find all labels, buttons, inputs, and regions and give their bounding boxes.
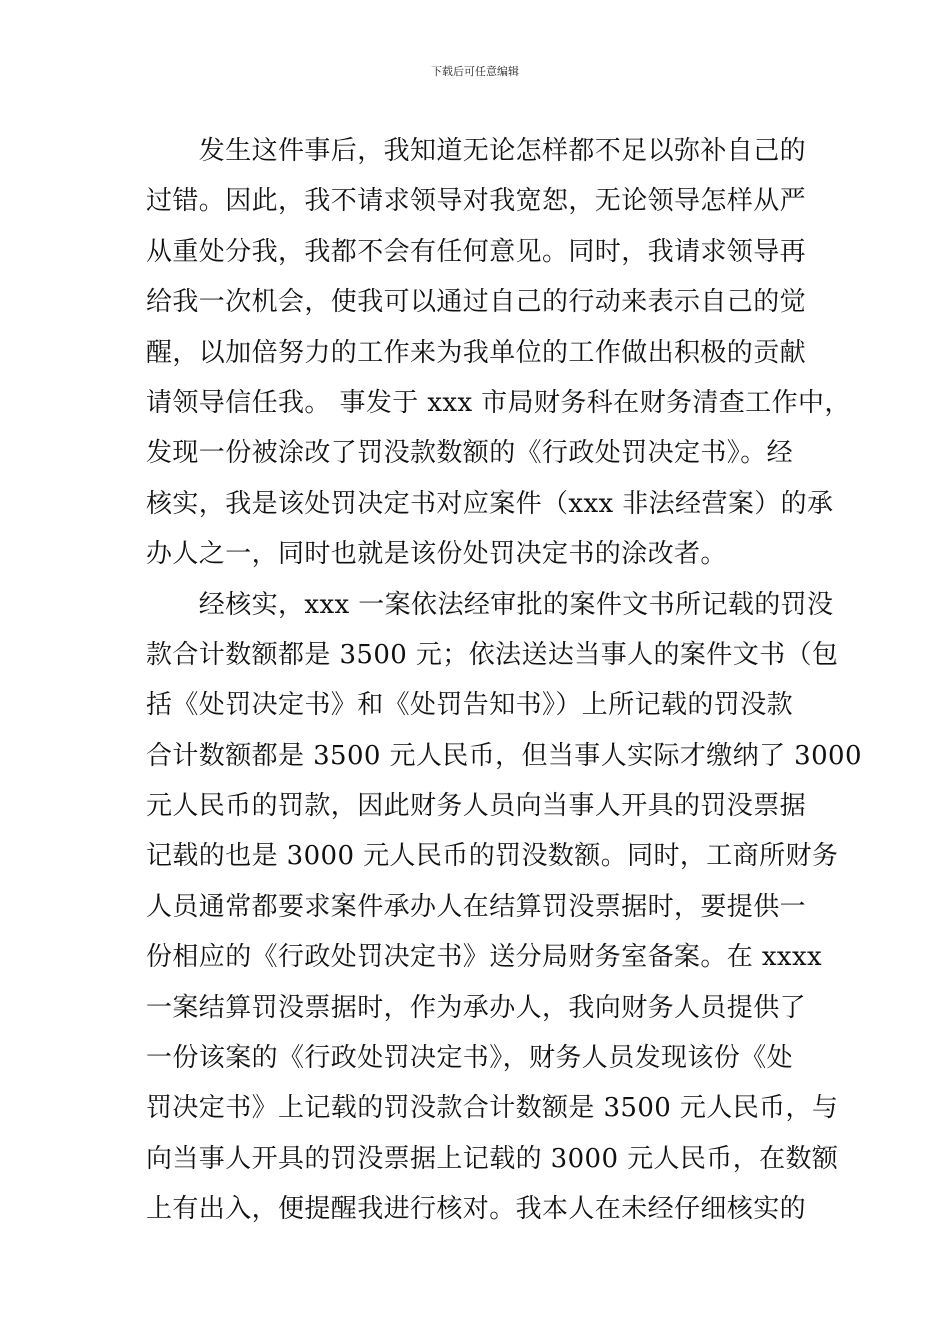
text-line: 醒，以加倍努力的工作来为我单位的工作做出积极的贡献 bbox=[146, 337, 807, 368]
text-line: 一份该案的《行政处罚决定书》，财务人员发现该份《处 bbox=[146, 1043, 794, 1074]
text-line: 上有出入，便提醒我进行核对。我本人在未经仔细核实的 bbox=[146, 1194, 807, 1225]
text-line: 发生这件事后，我知道无论怎样都不足以弥补自己的 bbox=[146, 136, 807, 166]
text-line: 记载的也是 3000 元人民币的罚没数额。同时，工商所财务 bbox=[146, 841, 839, 872]
text-line: 请领导信任我。 事发于 xxx 市局财务科在财务清查工作中， bbox=[146, 387, 851, 418]
text-line: 一案结算罚没票据时，作为承办人，我向财务人员提供了 bbox=[146, 992, 807, 1023]
text-line: 核实，我是该处罚决定书对应案件（xxx 非法经营案）的承 bbox=[146, 488, 834, 519]
text-line: 罚决定书》上记载的罚没款合计数额是 3500 元人民币，与 bbox=[146, 1093, 839, 1124]
text-line: 过错。因此，我不请求领导对我宽恕，无论领导怎样从严 bbox=[146, 186, 807, 217]
text-line: 从重处分我，我都不会有任何意见。同时，我请求领导再 bbox=[146, 236, 807, 267]
header-note: 下载后可任意编辑 bbox=[431, 65, 519, 78]
text-line: 份相应的《行政处罚决定书》送分局财务室备案。在 xxxx bbox=[146, 942, 823, 973]
text-line: 办人之一，同时也就是该份处罚决定书的涂改者。 bbox=[146, 539, 727, 570]
text-line: 给我一次机会，使我可以通过自己的行动来表示自己的觉 bbox=[146, 287, 807, 318]
text-line: 发现一份被涂改了罚没款数额的《行政处罚决定书》。经 bbox=[146, 438, 794, 469]
text-line: 元人民币的罚款，因此财务人员向当事人开具的罚没票据 bbox=[146, 791, 807, 822]
text-line: 向当事人开具的罚没票据上记载的 3000 元人民币，在数额 bbox=[146, 1143, 839, 1174]
body-text bbox=[146, 126, 862, 1235]
text-line: 合计数额都是 3500 元人民币，但当事人实际才缴纳了 3000 bbox=[146, 740, 862, 771]
text-line: 经核实，xxx 一案依法经审批的案件文书所记载的罚没 bbox=[146, 589, 834, 620]
text-line: 款合计数额都是 3500 元；依法送达当事人的案件文书（包 bbox=[146, 639, 839, 670]
text-line: 人员通常都要求案件承办人在结算罚没票据时，要提供一 bbox=[146, 891, 807, 922]
text-line: 括《处罚决定书》和《处罚告知书》）上所记载的罚没款 bbox=[146, 690, 794, 721]
